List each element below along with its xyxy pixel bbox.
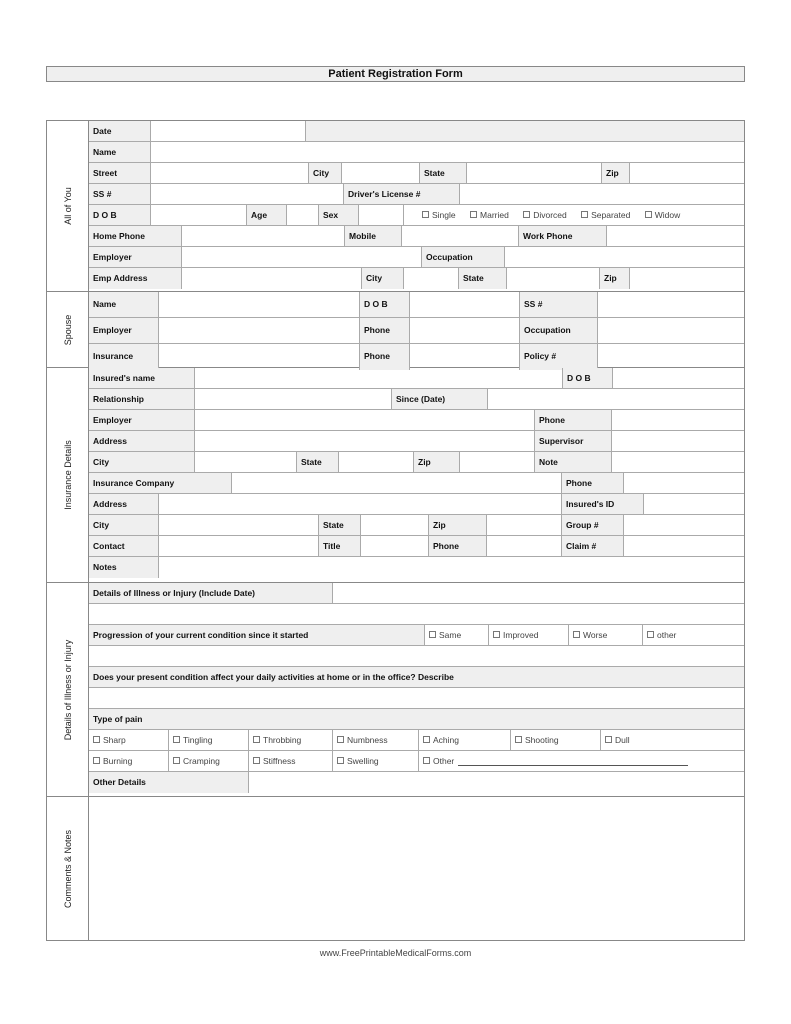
checkbox-icon xyxy=(422,211,429,218)
checkbox-icon xyxy=(515,736,522,743)
label-emp-address: Emp Address xyxy=(89,268,182,289)
row-company-city xyxy=(89,515,744,536)
pain-swelling[interactable]: Swelling xyxy=(333,751,419,771)
label-supervisor: Supervisor xyxy=(535,431,612,451)
row-insured-name xyxy=(89,368,744,389)
checkbox-icon xyxy=(605,736,612,743)
spouse-phone-field[interactable] xyxy=(410,318,520,343)
pain-shooting[interactable]: Shooting xyxy=(511,730,601,750)
progression-same[interactable]: Same xyxy=(425,625,489,645)
label-insured-name: Insured's name xyxy=(89,368,195,388)
emp-state-field[interactable] xyxy=(507,268,600,289)
label-group: Group # xyxy=(562,515,624,535)
checkbox-icon xyxy=(423,736,430,743)
checkbox-icon xyxy=(581,211,588,218)
company-city-field[interactable] xyxy=(159,515,319,535)
section-label-about: All of You xyxy=(47,121,89,291)
label-company-state: State xyxy=(319,515,361,535)
ins-phone-field[interactable] xyxy=(612,410,744,430)
label-contact: Contact xyxy=(89,536,159,556)
company-state-field[interactable] xyxy=(361,515,429,535)
label-spouse-phone2: Phone xyxy=(360,344,410,370)
checkbox-icon xyxy=(429,631,436,638)
zip-field[interactable] xyxy=(630,163,744,183)
row-name xyxy=(89,142,744,163)
label-emp-state: State xyxy=(459,268,507,289)
label-age: Age xyxy=(247,205,287,225)
marital-widow[interactable]: Widow xyxy=(645,210,681,220)
row-ss xyxy=(89,184,744,205)
spouse-phone2-field[interactable] xyxy=(410,344,520,370)
other-details-field[interactable] xyxy=(249,772,744,793)
row-emp-address xyxy=(89,268,744,289)
progression-field[interactable] xyxy=(89,646,744,666)
label-ins-state: State xyxy=(297,452,339,472)
sex-field[interactable] xyxy=(359,205,404,225)
relationship-field[interactable] xyxy=(195,389,392,409)
checkbox-icon xyxy=(493,631,500,638)
company-address-field[interactable] xyxy=(159,494,562,514)
marital-separated[interactable]: Separated xyxy=(581,210,630,220)
label-ins-phone: Phone xyxy=(535,410,612,430)
section-label-comments: Comments & Notes xyxy=(47,797,89,940)
row-contact xyxy=(89,536,744,557)
row-illness-details xyxy=(89,583,744,604)
progression-improved[interactable]: Improved xyxy=(489,625,569,645)
daily-field[interactable] xyxy=(89,688,744,708)
date-field[interactable] xyxy=(151,121,306,141)
row-ins-city xyxy=(89,452,744,473)
claim-field[interactable] xyxy=(624,536,744,556)
ins-address-field[interactable] xyxy=(195,431,535,451)
section-label-spouse: Spouse xyxy=(47,292,89,367)
marital-divorced[interactable]: Divorced xyxy=(523,210,567,220)
checkbox-icon xyxy=(253,736,260,743)
row-ins-company xyxy=(89,473,744,494)
checkbox-icon xyxy=(470,211,477,218)
label-work-phone: Work Phone xyxy=(519,226,607,246)
footer-url[interactable]: www.FreePrintableMedicalForms.com xyxy=(319,948,472,958)
illness-details-field[interactable] xyxy=(333,583,744,603)
ss-field[interactable] xyxy=(151,184,344,204)
label-emp-zip: Zip xyxy=(600,268,630,289)
street-field[interactable] xyxy=(151,163,309,183)
spouse-name-field[interactable] xyxy=(159,292,360,317)
checkbox-icon xyxy=(253,757,260,764)
marital-single[interactable]: Single xyxy=(422,210,456,220)
date-filler xyxy=(306,121,744,141)
emp-address-field[interactable] xyxy=(182,268,362,289)
label-license: Driver's License # xyxy=(344,184,460,204)
label-home-phone: Home Phone xyxy=(89,226,182,246)
spouse-policy-field[interactable] xyxy=(598,344,744,370)
insured-dob-field[interactable] xyxy=(613,368,744,388)
pain-other[interactable]: Other xyxy=(419,751,744,771)
label-company-city: City xyxy=(89,515,159,535)
home-phone-field[interactable] xyxy=(182,226,345,246)
checkbox-icon xyxy=(173,757,180,764)
label-dob: D O B xyxy=(89,205,151,225)
spouse-occupation-field[interactable] xyxy=(598,318,744,343)
mobile-field[interactable] xyxy=(402,226,519,246)
notes-field[interactable] xyxy=(159,557,744,578)
row-relationship xyxy=(89,389,744,410)
emp-city-field[interactable] xyxy=(404,268,459,289)
emp-zip-field[interactable] xyxy=(630,268,744,289)
row-employer xyxy=(89,247,744,268)
label-ins-company: Insurance Company xyxy=(89,473,232,493)
spouse-employer-field[interactable] xyxy=(159,318,360,343)
contact-phone-field[interactable] xyxy=(487,536,562,556)
label-sex: Sex xyxy=(319,205,359,225)
spouse-insurance-field[interactable] xyxy=(159,344,360,370)
row-pain-1 xyxy=(89,730,744,751)
license-field[interactable] xyxy=(460,184,744,204)
label-name: Name xyxy=(89,142,151,162)
pain-tingling[interactable]: Tingling xyxy=(169,730,249,750)
row-progression-2 xyxy=(89,646,744,667)
label-spouse-policy: Policy # xyxy=(520,344,598,370)
label-insured-dob: D O B xyxy=(563,368,613,388)
checkbox-icon xyxy=(423,757,430,764)
ins-zip-field[interactable] xyxy=(460,452,535,472)
label-contact-title: Title xyxy=(319,536,361,556)
pain-aching[interactable]: Aching xyxy=(419,730,511,750)
label-claim: Claim # xyxy=(562,536,624,556)
row-date xyxy=(89,121,744,142)
label-ss: SS # xyxy=(89,184,151,204)
label-ins-city: City xyxy=(89,452,195,472)
ins-city-field[interactable] xyxy=(195,452,297,472)
label-city: City xyxy=(309,163,342,183)
age-field[interactable] xyxy=(287,205,319,225)
supervisor-field[interactable] xyxy=(612,431,744,451)
label-insured-id: Insured's ID xyxy=(562,494,644,514)
label-spouse-ss: SS # xyxy=(520,292,598,317)
dob-field[interactable] xyxy=(151,205,247,225)
row-spouse-insurance xyxy=(89,344,744,370)
spouse-ss-field[interactable] xyxy=(598,292,744,317)
label-spouse-insurance: Insurance xyxy=(89,344,159,370)
label-street: Street xyxy=(89,163,151,183)
marital-status xyxy=(404,205,744,225)
row-pain-2 xyxy=(89,751,744,772)
checkbox-icon xyxy=(337,757,344,764)
city-field[interactable] xyxy=(342,163,420,183)
comments-field[interactable] xyxy=(89,797,744,940)
contact-field[interactable] xyxy=(159,536,319,556)
label-contact-phone: Phone xyxy=(429,536,487,556)
row-type-of-pain xyxy=(89,709,744,730)
label-spouse-occupation: Occupation xyxy=(520,318,598,343)
checkbox-icon xyxy=(647,631,654,638)
checkbox-icon xyxy=(173,736,180,743)
label-illness-details: Details of Illness or Injury (Include Date) xyxy=(89,583,333,603)
label-note: Note xyxy=(535,452,612,472)
label-relationship: Relationship xyxy=(89,389,195,409)
other-fill-line xyxy=(458,757,688,766)
label-notes: Notes xyxy=(89,557,159,578)
checkbox-icon xyxy=(645,211,652,218)
pain-numbness[interactable]: Numbness xyxy=(333,730,419,750)
row-illness-details-2 xyxy=(89,604,744,625)
progression-other[interactable]: other xyxy=(643,625,744,645)
label-emp-city: City xyxy=(362,268,404,289)
label-spouse-employer: Employer xyxy=(89,318,159,343)
work-phone-field[interactable] xyxy=(607,226,744,246)
section-illness xyxy=(47,583,744,797)
section-comments xyxy=(47,797,744,940)
checkbox-icon xyxy=(337,736,344,743)
label-employer: Employer xyxy=(89,247,182,267)
row-ins-address xyxy=(89,431,744,452)
name-field[interactable] xyxy=(151,142,744,162)
row-daily xyxy=(89,667,744,688)
label-ins-address: Address xyxy=(89,431,195,451)
row-notes xyxy=(89,557,744,578)
contact-title-field[interactable] xyxy=(361,536,429,556)
section-about xyxy=(47,121,744,292)
row-progression xyxy=(89,625,744,646)
checkbox-icon xyxy=(573,631,580,638)
employer-field[interactable] xyxy=(182,247,422,267)
company-phone-field[interactable] xyxy=(624,473,744,493)
row-daily-2 xyxy=(89,688,744,709)
ins-state-field[interactable] xyxy=(339,452,414,472)
row-dob xyxy=(89,205,744,226)
label-company-zip: Zip xyxy=(429,515,487,535)
checkbox-icon xyxy=(523,211,530,218)
company-zip-field[interactable] xyxy=(487,515,562,535)
since-field[interactable] xyxy=(488,389,744,409)
insured-id-field[interactable] xyxy=(644,494,744,514)
row-other-details xyxy=(89,772,744,793)
label-company-phone: Phone xyxy=(562,473,624,493)
label-spouse-name: Name xyxy=(89,292,159,317)
insured-name-field[interactable] xyxy=(195,368,563,388)
label-mobile: Mobile xyxy=(345,226,402,246)
label-other-details: Other Details xyxy=(89,772,249,793)
ins-company-field[interactable] xyxy=(232,473,562,493)
row-spouse-name xyxy=(89,292,744,318)
progression-worse[interactable]: Worse xyxy=(569,625,643,645)
section-label-insurance: Insurance Details xyxy=(47,368,89,582)
label-spouse-phone: Phone xyxy=(360,318,410,343)
section-label-illness: Details of Illness or Injury xyxy=(47,583,89,796)
label-date: Date xyxy=(89,121,151,141)
illness-details-field-2[interactable] xyxy=(89,604,744,624)
pain-cramping[interactable]: Cramping xyxy=(169,751,249,771)
note-field[interactable] xyxy=(612,452,744,472)
state-field[interactable] xyxy=(467,163,602,183)
pain-sharp[interactable]: Sharp xyxy=(89,730,169,750)
label-company-address: Address xyxy=(89,494,159,514)
group-field[interactable] xyxy=(624,515,744,535)
marital-married[interactable]: Married xyxy=(470,210,509,220)
row-company-address xyxy=(89,494,744,515)
form-title: Patient Registration Form xyxy=(46,66,745,82)
label-daily: Does your present condition affect your daily activities at home or in the office? Describe xyxy=(89,667,744,687)
checkbox-icon xyxy=(93,736,100,743)
registration-form xyxy=(46,120,745,941)
pain-dull[interactable]: Dull xyxy=(601,730,744,750)
label-zip: Zip xyxy=(602,163,630,183)
row-street xyxy=(89,163,744,184)
pain-burning[interactable]: Burning xyxy=(89,751,169,771)
label-state: State xyxy=(420,163,467,183)
label-spouse-dob: D O B xyxy=(360,292,410,317)
label-occupation: Occupation xyxy=(422,247,505,267)
label-progression: Progression of your current condition since it started xyxy=(89,625,425,645)
label-ins-employer: Employer xyxy=(89,410,195,430)
occupation-field[interactable] xyxy=(505,247,744,267)
row-phones xyxy=(89,226,744,247)
spouse-dob-field[interactable] xyxy=(410,292,520,317)
section-spouse xyxy=(47,292,744,368)
section-insurance xyxy=(47,368,744,583)
label-type-of-pain: Type of pain xyxy=(89,709,744,729)
row-ins-employer xyxy=(89,410,744,431)
checkbox-icon xyxy=(93,757,100,764)
label-since: Since (Date) xyxy=(392,389,488,409)
pain-stiffness[interactable]: Stiffness xyxy=(249,751,333,771)
row-spouse-employer xyxy=(89,318,744,344)
ins-employer-field[interactable] xyxy=(195,410,535,430)
label-ins-zip: Zip xyxy=(414,452,460,472)
pain-throbbing[interactable]: Throbbing xyxy=(249,730,333,750)
